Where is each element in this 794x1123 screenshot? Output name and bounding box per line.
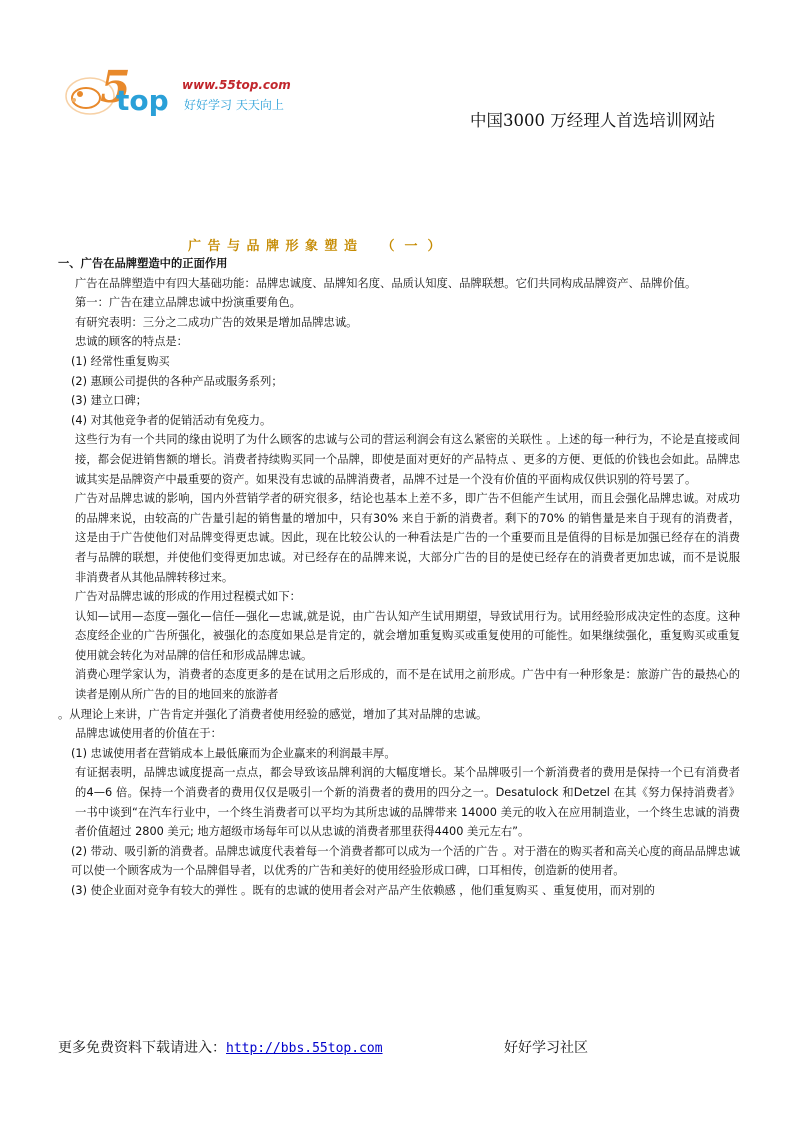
logo-word: top	[116, 84, 169, 117]
list-item: (1) 经常性重复购买	[71, 354, 170, 368]
section-heading: 一、广告在品牌塑造中的正面作用	[58, 257, 228, 270]
list-item: (2) 惠顾公司提供的各种产品或服务系列；	[71, 374, 283, 388]
list-item: (2) 带动、吸引新的消费者。品牌忠诚度代表着每一个消费者都可以成为一个活的广告 。对于潜在的购买者和高关心度的商品品牌忠诚可以使一个顾客成为一个品牌倡导者，以优秀的广告和美好的使用经验形成口碑，口耳相传，创造新的使用者。	[71, 844, 740, 878]
document-title-part: （一）	[381, 239, 451, 254]
site-title: 中国3000 万经理人首选培训网站	[470, 111, 716, 130]
document-title-text: 广告与品牌形象塑造	[188, 239, 364, 254]
list-item: (3) 使企业面对竞争有较大的弹性 。既有的忠诚的使用者会对产品产生依赖感 ，他们重复购买 、重复使用，而对别的	[71, 884, 655, 897]
paragraph: 这些行为有一个共同的缘由说明了为什么顾客的忠诚与公司的营运利润会有这么紧密的关联性 。上述的每一种行为，不论是直接或间接，都会促进销售额的增长。消费者持续购买同一个品牌，即使是面对更好的产品特点 、更多的方便、更低的价钱也会如此。品牌忠诚其实是品牌资产中最重要的资产。如果没有忠诚的品牌消费者，品牌不过是一个没有价值的平面构成仅供识别的符号罢了。	[75, 433, 740, 486]
site-logo[interactable]	[60, 58, 330, 128]
paragraph: 广告对品牌忠诚的形成的作用过程模式如下：	[75, 590, 301, 604]
logo-slogan: 好好学习 天天向上	[184, 98, 284, 112]
document-body	[58, 254, 740, 901]
footer	[58, 1037, 740, 1057]
list-item: (3) 建立口碑；	[71, 394, 148, 408]
logo-mark-icon	[60, 58, 190, 128]
logo-number: 5	[100, 62, 131, 113]
footer-community: 好好学习社区	[504, 1040, 588, 1056]
document-title	[188, 235, 451, 254]
paragraph: 有证据表明，品牌忠诚度提高一点点，都会导致该品牌利润的大幅度增长。某个品牌吸引一个新消费者的费用是保持一个已有消费者的4—6 倍。保持一个消费者的费用仅仅是吸引一个新的消费者的费用的四分之一。Desatulock 和Detzel 在其《努力保持消费者》一书中谈到“在汽车行业中，一个终生消费者可以平均为其所忠诚的品牌带来 14000 美元的收入在应用制造业，一个终生忠诚的消费者价值超过 2800 美元; 地方超级市场每年可以从忠诚的消费者那里获得4400 美元左右”。	[75, 766, 740, 839]
paragraph: 第一：广告在建立品牌忠诚中扮演重要角色。	[75, 296, 301, 310]
footer-link[interactable]: http://bbs.55top.com	[226, 1041, 383, 1056]
paragraph: 认知—试用—态度—强化—信任—强化—忠诚,就是说，由广告认知产生试用期望，导致试用行为。试用经验形成决定性的态度。这种态度经企业的广告所强化，被强化的态度如果总是肯定的，就会增加重复购买或重复使用的可能性。如果继续强化，重复购买或重复使用就会转化为对品牌的信任和形成品牌忠诚。	[75, 609, 740, 662]
paragraph: 有研究表明：三分之二成功广告的效果是增加品牌忠诚。	[75, 315, 358, 329]
paragraph: 忠诚的顾客的特点是：	[75, 335, 188, 349]
paragraph: 。从理论上来讲，广告肯定并强化了消费者使用经验的感觉，增加了其对品牌的忠诚。	[58, 707, 488, 721]
footer-label: 更多免费资料下载请进入：	[58, 1040, 226, 1056]
paragraph: 品牌忠诚使用者的价值在于：	[75, 727, 222, 741]
list-item: (4) 对其他竞争者的促销活动有免疫力。	[71, 413, 272, 427]
logo-url[interactable]: www.55top.com	[182, 78, 291, 92]
paragraph: 广告对品牌忠诚的影响，国内外营销学者的研究很多，结论也基本上差不多，即广告不但能产生试用，而且会强化品牌忠诚。对成功的品牌来说，由较高的广告量引起的销售量的增加中，只有30% 来自于新的消费者。剩下的70% 的销售量是来自于现有的消费者，这是由于广告使他们对品牌变得更忠诚。因此，现在比较公认的一种看法是广告的一个重要而且是值得的目标是加强已经存在的消费者与品牌的联想，并使他们变得更加忠诚。对已经存在的品牌来说，大部分广告的目的是使已经存在的消费者更加忠诚，而不是说服非消费者从其他品牌转移过来。	[75, 492, 740, 584]
paragraph: 消费心理学家认为，消费者的态度更多的是在试用之后形成的，而不是在试用之前形成。广告中有一种形象是：旅游广告的最热心的读者是刚从所广告的目的地回来的旅游者	[75, 668, 740, 702]
paragraph: 广告在品牌塑造中有四大基础功能：品牌忠诚度、品牌知名度、品质认知度、品牌联想。它们共同构成品牌资产、品牌价值。	[75, 276, 697, 290]
list-item: (1) 忠诚使用者在营销成本上最低廉而为企业赢来的利润最丰厚。	[71, 746, 396, 760]
